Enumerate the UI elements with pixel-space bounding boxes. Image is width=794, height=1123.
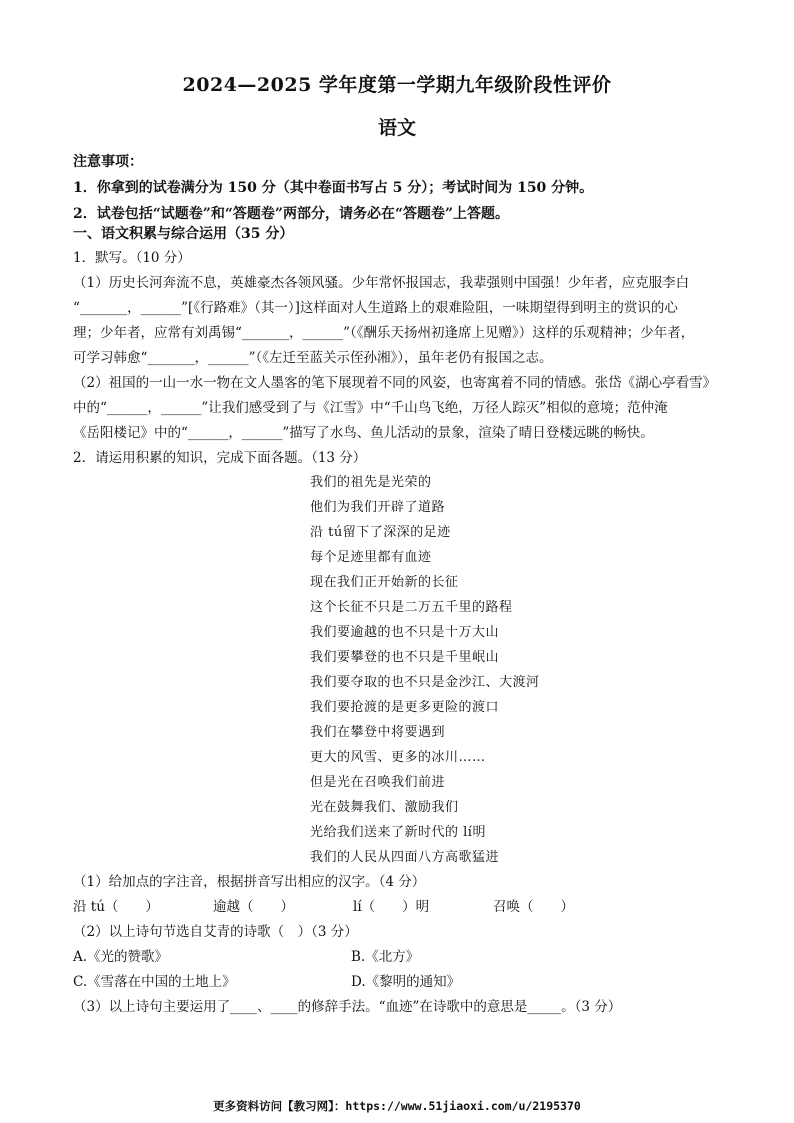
sub-question-3: （3）以上诗句主要运用了____、____的修辞手法。“血迹”在诗歌中的意思是_____。（3 分） [73, 999, 622, 1015]
exam-title: 2024—2025 学年度第一学期九年级阶段性评价 [182, 74, 612, 96]
poem-line: 每个足迹里都有血迹 [310, 550, 432, 565]
sub-question-1: （1）给加点的字注音，根据拼音写出相应的汉字。（4 分） [73, 874, 426, 890]
option-c: C.《雪落在中国的土地上》 [73, 974, 236, 990]
notes-heading: 注意事项： [73, 154, 143, 170]
option-d: D.《黎明的通知》 [351, 974, 461, 990]
pinyin-item-li: lí（ ）明 [353, 899, 430, 915]
section-1-title: 一、语文积累与综合运用（35 分） [73, 226, 294, 242]
poem-line: 我们要夺取的也不只是金沙江、大渡河 [310, 675, 540, 690]
poem-line: 我们的祖先是光荣的 [310, 475, 432, 490]
poem-excerpt [310, 470, 610, 870]
options-row-2 [73, 970, 723, 995]
question-1 [73, 246, 723, 471]
notes-item-1: 1．你拿到的试卷满分为 150 分（其中卷面书写占 5 分）；考试时间为 150 分钟。 [73, 180, 594, 196]
poem-line: 我们要攀登的也不只是千里岷山 [310, 650, 500, 665]
poem-line: 沿 tú留下了深深的足迹 [310, 525, 451, 540]
question-1-part1-line: 理；少年者，应常有刘禹锡“_______，______”（《酬乐天扬州初逢席上见赠》）这样的乐观精神；少年者， [73, 325, 695, 341]
poem-line: 我们要逾越的也不只是十万大山 [310, 625, 500, 640]
poem-line: 但是光在召唤我们前进 [310, 775, 446, 790]
poem-line: 光给我们送来了新时代的 lí明 [310, 825, 486, 840]
poem-line: 光在鼓舞我们、激励我们 [310, 800, 459, 815]
pinyin-item-yuyue: 逾越（ ） [213, 899, 294, 915]
question-1-part1-line: 可学习韩愈“_______，______”（《左迁至蓝关示侄孙湘》），虽年老仍有报国之志。 [73, 350, 553, 366]
poem-line: 他们为我们开辟了道路 [310, 500, 446, 515]
options-row-1 [73, 945, 723, 970]
pinyin-item-tu: 沿 tú（ ） [73, 899, 159, 915]
notes-item-2: 2．试卷包括“试题卷”和“答题卷”两部分，请务必在“答题卷”上答题。 [73, 206, 510, 222]
option-b: B.《北方》 [351, 949, 420, 965]
poem-line: 这个长征不只是二万五千里的路程 [310, 600, 513, 615]
question-1-part2-line: 中的“______，______”让我们感受到了与《江雪》中“千山鸟飞绝，万径人踪灭”相似的意境；范仲淹 [73, 400, 668, 416]
question-1-part2-line: （2）祖国的一山一水一物在文人墨客的笔下展现着不同的风姿，也寄寓着不同的情感。张岱《湖心亭看雪》 [73, 375, 717, 391]
question-1-part2-line: 《岳阳楼记》中的“______，______”描写了水鸟、鱼儿活动的景象，渲染了晴日登楼远眺的畅快。 [73, 425, 654, 441]
question-2-subquestions [73, 870, 723, 1020]
poem-line: 现在我们正开始新的长征 [310, 575, 459, 590]
option-a: A.《光的赞歌》 [73, 949, 169, 965]
sub-question-2: （2）以上诗句节选自艾青的诗歌（ ）（3 分） [73, 924, 358, 940]
poem-line: 更大的风雪、更多的冰川…… [310, 750, 486, 765]
poem-line: 我们的人民从四面八方高歌猛进 [310, 850, 500, 865]
poem-line: 我们在攀登中将要遇到 [310, 725, 446, 740]
notes-block [73, 149, 723, 227]
question-2-stem: 2．请运用积累的知识，完成下面各题。（13 分） [73, 450, 367, 466]
question-1-stem: 1．默写。（10 分） [73, 250, 191, 266]
poem-line: 我们要抢渡的是更多更险的渡口 [310, 700, 500, 715]
pinyin-item-zhaohuan: 召唤（ ） [493, 899, 574, 915]
exam-subject: 语文 [377, 117, 416, 139]
footer-link[interactable]: 更多资料访问【教习网】：https://www.51jiaoxi.com/u/2195370 [213, 1099, 581, 1113]
pinyin-row [73, 895, 723, 920]
question-1-part1-line: （1）历史长河奔流不息，英雄豪杰各领风骚。少年常怀报国志，我辈强则中国强！少年者，应克服李白 [73, 275, 690, 291]
question-1-part1-line: “_______，______”[《行路难》（其一）]这样面对人生道路上的艰难险阻，一味期望得到明主的赏识的心 [73, 300, 678, 316]
